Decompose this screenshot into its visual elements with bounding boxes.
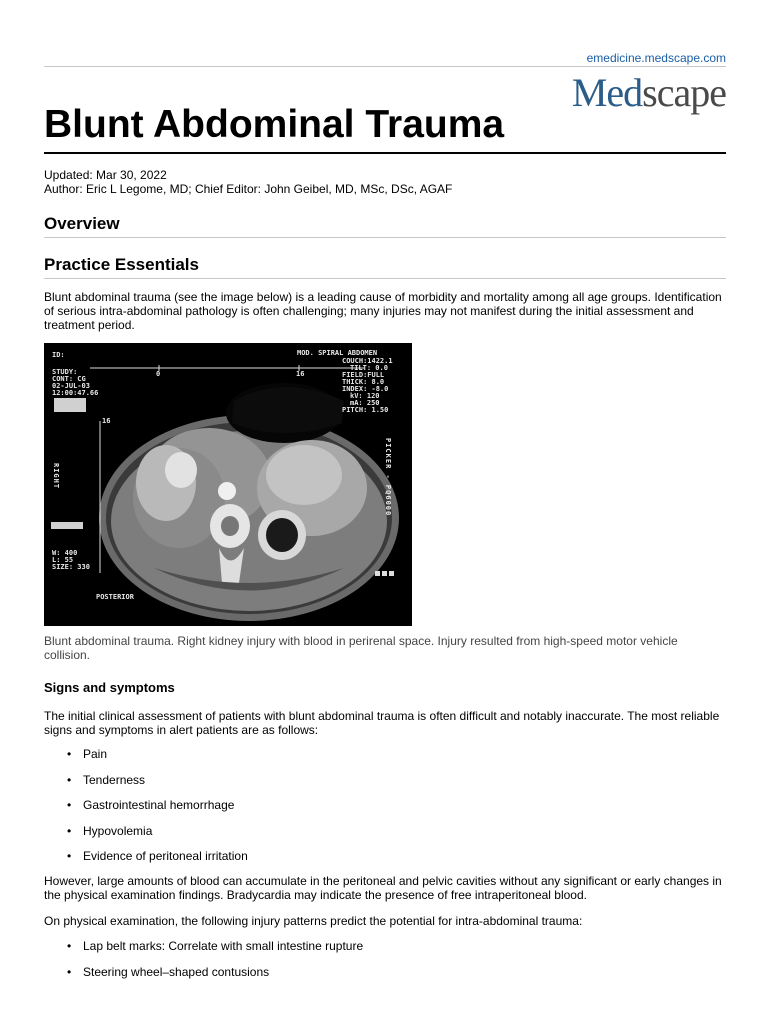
author-line: Author: Eric L Legome, MD; Chief Editor: John Geibel, MD, MSc, DSc, AGAF	[44, 182, 453, 196]
practice-essentials-heading: Practice Essentials	[44, 255, 199, 274]
ct-study-line: CONT: CG	[52, 375, 86, 383]
list-item: • Lap belt marks: Correlate with small intestine rupture	[44, 939, 363, 965]
page-title: Blunt Abdominal Trauma	[44, 103, 505, 146]
ct-scale-side: 16	[102, 417, 111, 425]
list-item: • Tenderness	[44, 773, 248, 799]
ct-study-line: STUDY:	[52, 368, 78, 376]
ct-header-line: COUCH:1422.1	[342, 357, 393, 365]
ct-window-line: SIZE: 330	[52, 563, 90, 571]
ct-scale-left: 0	[156, 370, 161, 378]
injury-list	[44, 939, 363, 990]
header-divider	[44, 66, 726, 67]
figure-caption: Blunt abdominal trauma. Right kidney injury with blood in perirenal space. Injury resulted from high-speed motor vehicle collision.	[44, 634, 678, 662]
medscape-logo[interactable]: Medscape	[571, 70, 726, 115]
ct-header-line: THICK: 8.0	[342, 378, 385, 386]
ct-scan-image	[44, 343, 412, 626]
updated-date: Updated: Mar 30, 2022	[44, 168, 167, 182]
ct-side-label: RIGHT	[52, 463, 60, 490]
list-item: • Steering wheel–shaped contusions	[44, 965, 363, 991]
signs-list	[44, 747, 248, 875]
list-item: • Gastrointestinal hemorrhage	[44, 798, 248, 824]
overview-divider	[44, 237, 726, 238]
physical-exam-paragraph: On physical examination, the following injury patterns predict the potential for intra-abdominal trauma:	[44, 914, 583, 928]
ct-header-line: FIELD:FULL	[342, 371, 385, 379]
overview-heading: Overview	[44, 214, 120, 233]
ct-header-line: PITCH: 1.50	[342, 406, 389, 414]
title-divider	[44, 152, 726, 154]
list-item: • Pain	[44, 747, 248, 773]
ct-id-label: ID:	[52, 351, 65, 359]
site-url-link[interactable]: emedicine.medscape.com	[586, 51, 726, 65]
ct-header-line: INDEX: -8.0	[342, 385, 389, 393]
ct-header-line: MOD. SPIRAL ABDOMEN	[297, 349, 378, 357]
however-paragraph: However, large amounts of blood can accumulate in the peritoneal and pelvic cavities without any significant or early changes in the physical examination findings. Bradycardia may indicate the presence of free intraperitoneal blood.	[44, 874, 722, 902]
signs-symptoms-heading: Signs and symptoms	[44, 680, 175, 695]
ct-header-line: TILT: 0.0	[350, 364, 388, 372]
signs-intro-paragraph: The initial clinical assessment of patients with blunt abdominal trauma is often difficult and notably inaccurate. The most reliable signs and symptoms in alert patients are as follows:	[44, 709, 720, 737]
ct-window-line: W: 400	[52, 549, 78, 557]
ct-header-line: kV: 120	[350, 392, 380, 400]
practice-essentials-divider	[44, 278, 726, 279]
ct-scale-right: 16	[296, 370, 305, 378]
ct-window-line: L: 55	[52, 556, 74, 564]
ct-study-line: 12:00:47.66	[52, 389, 99, 397]
ct-vendor-label: PICKER - PQ6000	[384, 438, 392, 517]
list-item: • Hypovolemia	[44, 824, 248, 850]
intro-paragraph: Blunt abdominal trauma (see the image below) is a leading cause of morbidity and mortality among all age groups. Identification of serious intra-abdominal pathology is often challenging; many injuries may not manifest during the initial assessment and treatment period.	[44, 290, 722, 332]
article-meta	[44, 168, 452, 196]
ct-header-line: mA: 250	[350, 399, 380, 407]
ct-study-line: 02-JUL-03	[52, 382, 90, 390]
ct-posterior-label: POSTERIOR	[96, 593, 134, 601]
list-item: • Evidence of peritoneal irritation	[44, 849, 248, 875]
